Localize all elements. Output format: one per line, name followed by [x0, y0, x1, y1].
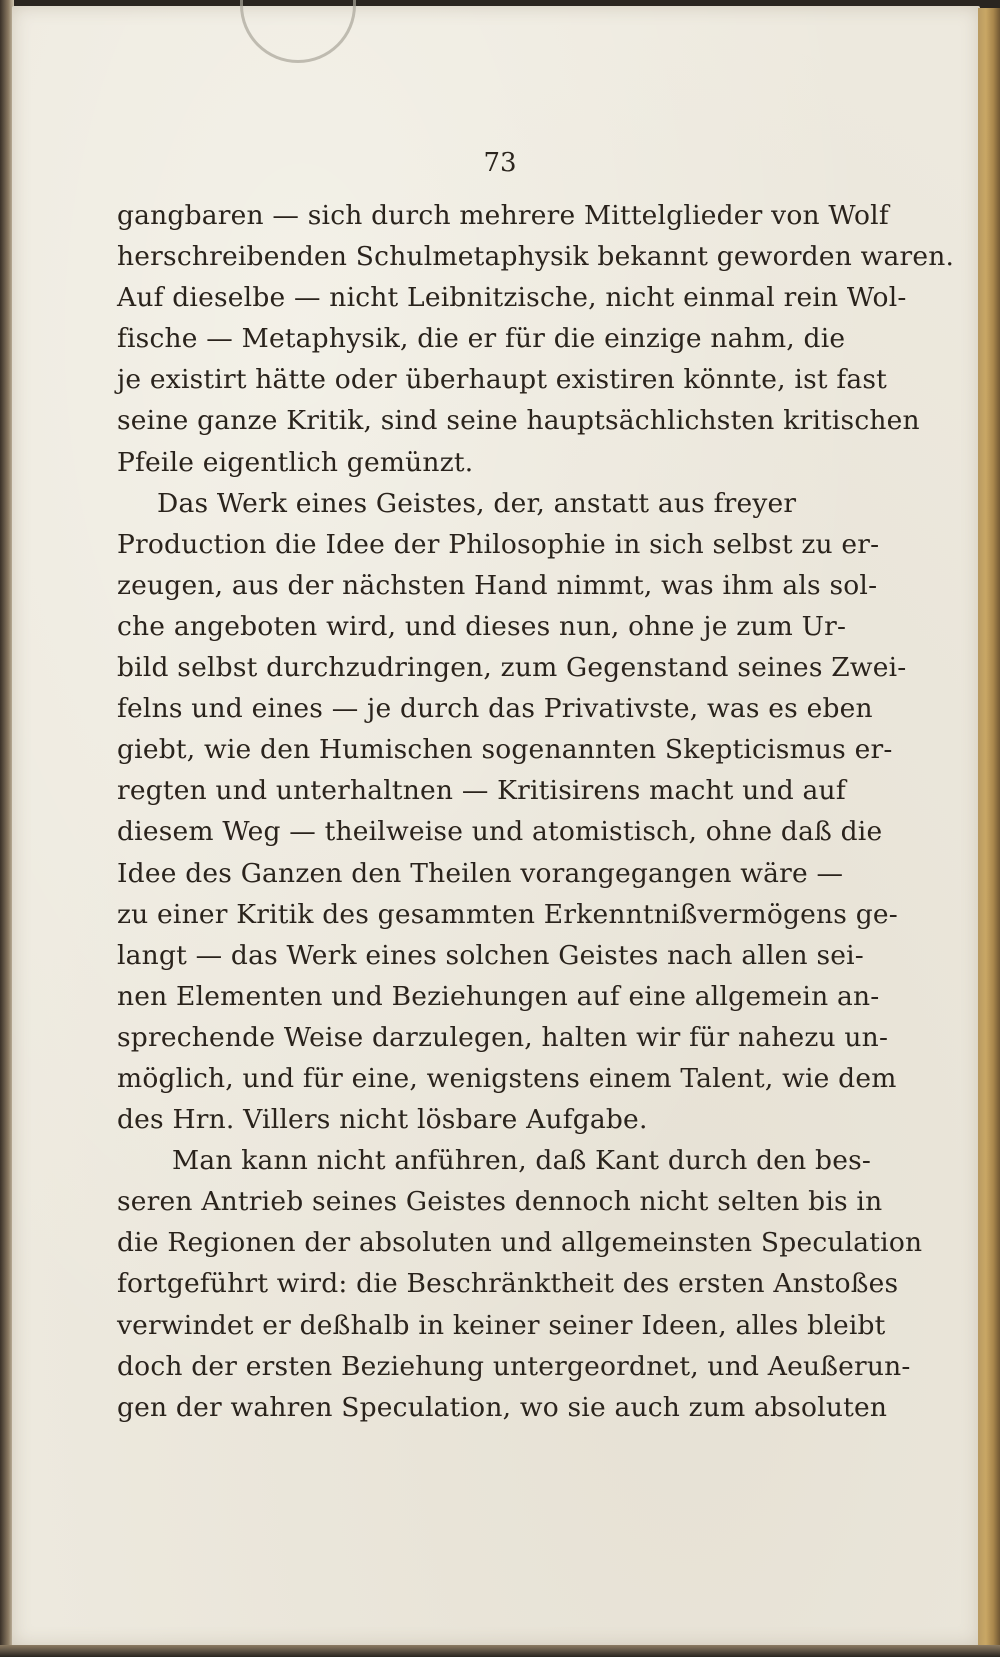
text-line: möglich, und für eine, wenigstens einem Talent, wie dem	[117, 1062, 897, 1094]
text-line: die Regionen der absoluten und allgemeinsten Speculation	[117, 1227, 923, 1259]
text-line: felns und eines — je durch das Privativste, was es eben	[117, 693, 873, 725]
text-line: Idee des Ganzen den Theilen vorangegangen wäre —	[117, 857, 844, 889]
page-edge-gilt	[978, 8, 1000, 1648]
text-line: Das Werk eines Geistes, der, anstatt aus freyer	[157, 487, 797, 519]
text-line: doch der ersten Beziehung untergeordnet, und Aeußerun-	[117, 1350, 911, 1382]
text-line: fortgeführt wird: die Beschränktheit des ersten Anstoßes	[117, 1268, 899, 1300]
text-line: des Hrn. Villers nicht lösbare Aufgabe.	[117, 1104, 648, 1136]
text-line: nen Elementen und Beziehungen auf eine allgemein an-	[117, 980, 880, 1012]
text-line: che angeboten wird, und dieses nun, ohne je zum Ur-	[117, 610, 847, 642]
text-line: fische — Metaphysik, die er für die einzige nahm, die	[117, 323, 846, 355]
text-line: gen der wahren Speculation, wo sie auch zum absoluten	[117, 1391, 888, 1423]
text-line: gangbaren — sich durch mehrere Mittelglieder von Wolf	[117, 200, 889, 231]
text-line: Auf dieselbe — nicht Leibnitzische, nicht einmal rein Wol-	[117, 282, 907, 314]
text-line: sprechende Weise darzulegen, halten wir für nahezu un-	[117, 1021, 889, 1053]
book-bottom-edge	[0, 1645, 1000, 1657]
body-text	[117, 195, 955, 1428]
text-line: zeugen, aus der nächsten Hand nimmt, was ihm als sol-	[117, 569, 878, 601]
text-line: herschreibenden Schulmetaphysik bekannt geworden waren.	[117, 241, 955, 273]
text-line: regten und unterhaltnen — Kritisirens macht und auf	[117, 775, 846, 807]
text-line: giebt, wie den Humischen sogenannten Skepticismus er-	[117, 734, 893, 766]
text-line: seine ganze Kritik, sind seine hauptsächlichsten kritischen	[117, 405, 920, 437]
text-line: Pfeile eigentlich gemünzt.	[117, 446, 474, 478]
text-line: je existirt hätte oder überhaupt existiren könnte, ist fast	[117, 364, 887, 396]
text-line: seren Antrieb seines Geistes dennoch nicht selten bis in	[117, 1186, 883, 1218]
text-line: Production die Idee der Philosophie in sich selbst zu er-	[117, 528, 880, 560]
text-line: verwindet er deßhalb in keiner seiner Ideen, alles bleibt	[117, 1309, 886, 1341]
text-line: zu einer Kritik des gesammten Erkenntnißvermögens ge-	[117, 898, 898, 930]
text-line: Man kann nicht anführen, daß Kant durch den bes-	[172, 1145, 872, 1177]
text-line: bild selbst durchzudringen, zum Gegenstand seines Zwei-	[117, 652, 907, 684]
page-number: 73	[483, 148, 517, 178]
text-line: langt — das Werk eines solchen Geistes nach allen sei-	[117, 939, 864, 971]
text-line: diesem Weg — theilweise und atomistisch, ohne daß die	[117, 816, 883, 848]
